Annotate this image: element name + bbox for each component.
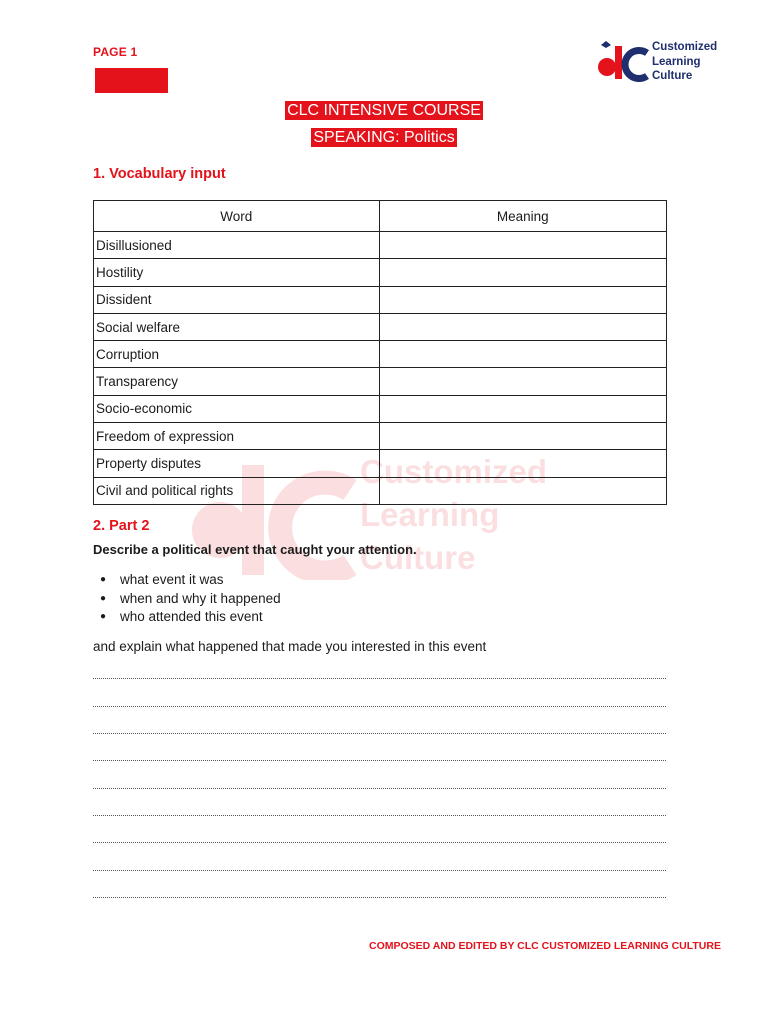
meaning-cell[interactable] [379,368,666,395]
cue-bullet-list [93,571,281,627]
table-row [94,232,667,259]
watermark-line: Culture [360,539,476,576]
word-cell: Disillusioned [94,232,380,259]
meaning-cell[interactable] [379,450,666,477]
section-heading-vocabulary: 1. Vocabulary input [93,166,226,182]
clc-logo [597,40,727,84]
meaning-cell[interactable] [379,286,666,313]
part2-prompt: Describe a political event that caught your attention. [93,542,417,557]
answer-line[interactable] [93,897,666,898]
word-cell: Socio-economic [94,395,380,422]
part2-explain-text: and explain what happened that made you interested in this event [93,639,487,654]
logo-text-line: Learning [652,55,701,68]
table-header-row [94,201,667,232]
meaning-cell[interactable] [379,423,666,450]
word-cell: Transparency [94,368,380,395]
answer-line[interactable] [93,815,666,816]
word-cell: Property disputes [94,450,380,477]
watermark-line: Learning [360,496,500,533]
word-cell: Corruption [94,341,380,368]
answer-line[interactable] [93,760,666,761]
clc-logo-icon [597,40,651,82]
page-label: PAGE 1 [93,45,138,59]
answer-line[interactable] [93,678,666,679]
word-cell: Hostility [94,259,380,286]
word-cell: Social welfare [94,313,380,340]
answer-line[interactable] [93,706,666,707]
list-item: ● when and why it happened [93,590,281,609]
meaning-cell[interactable] [379,477,666,504]
logo-text-line: Culture [652,70,693,82]
list-item: ● who attended this event [93,608,281,627]
course-title [0,101,768,121]
topic-title-text: SPEAKING: Politics [313,129,455,146]
vocabulary-table [93,200,667,505]
word-cell: Dissident [94,286,380,313]
column-header-word: Word [94,201,380,232]
table-row [94,341,667,368]
meaning-cell[interactable] [379,395,666,422]
meaning-cell[interactable] [379,341,666,368]
red-bar-decoration [95,68,168,93]
table-row [94,395,667,422]
word-cell: Freedom of expression [94,423,380,450]
table-row [94,368,667,395]
topic-title [0,128,768,148]
answer-line[interactable] [93,788,666,789]
list-item: ● what event it was [93,571,281,590]
footer-credit: COMPOSED AND EDITED BY CLC CUSTOMIZED LEARNING CULTURE [369,940,721,952]
answer-line[interactable] [93,870,666,871]
answer-line[interactable] [93,733,666,734]
logo-text-line: Customized [652,41,718,53]
table-row [94,286,667,313]
table-row [94,259,667,286]
answer-line[interactable] [93,842,666,843]
table-row [94,313,667,340]
meaning-cell[interactable] [379,313,666,340]
table-row [94,450,667,477]
course-title-text: CLC INTENSIVE COURSE [287,102,481,119]
section-heading-part2: 2. Part 2 [93,518,150,534]
column-header-meaning: Meaning [379,201,666,232]
table-row [94,477,667,504]
watermark-line: Customized [360,453,548,490]
meaning-cell[interactable] [379,259,666,286]
meaning-cell[interactable] [379,232,666,259]
word-cell: Civil and political rights [94,477,380,504]
table-row [94,423,667,450]
